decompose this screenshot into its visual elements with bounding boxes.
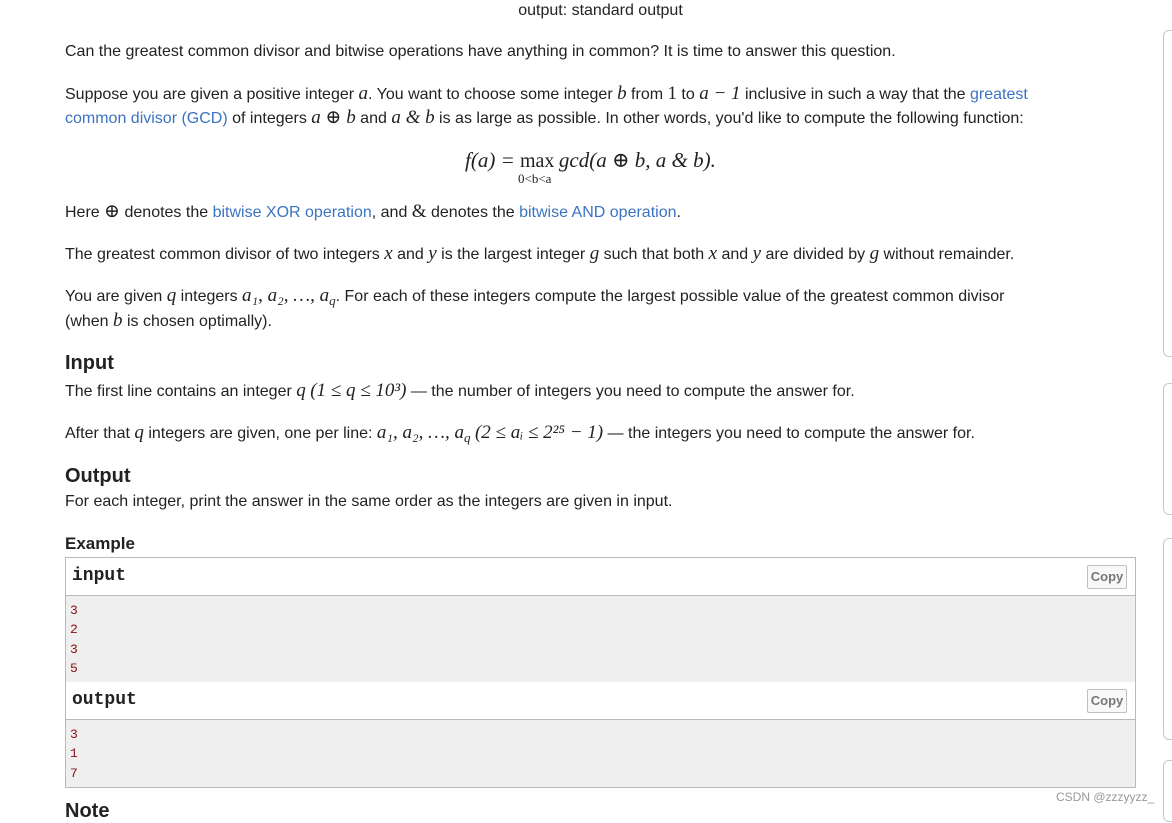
gcd-link-part2[interactable]: common divisor (GCD) — [65, 110, 228, 127]
paragraph-5-line-2: (when b is chosen optimally). — [65, 310, 272, 331]
paragraph-3: Here ⊕ denotes the bitwise XOR operation, and & denotes the bitwise AND operation. — [65, 201, 681, 222]
sidebar-box — [1163, 30, 1172, 357]
sample-output-row: 3 — [70, 727, 78, 742]
sample-output — [65, 682, 1136, 788]
sidebar-box — [1163, 760, 1172, 822]
copy-input-button[interactable]: Copy — [1087, 565, 1127, 589]
output-spec: output: standard output — [518, 2, 683, 19]
and-link[interactable]: bitwise AND operation — [519, 204, 677, 221]
output-heading: Output — [65, 465, 131, 487]
paragraph-2-line-2: common divisor (GCD) of integers a ⊕ b and a & b is as large as possible. In other words, you'd like to compute the following function: — [65, 107, 1024, 128]
output-description: For each integer, print the answer in the same order as the integers are given in input. — [65, 493, 673, 510]
paragraph-5-line-1: You are given q integers a₁, a₂, …, $a_q$. For each of these integers compute the largest possible value of the greatest common divisor — [65, 285, 1005, 309]
watermark: CSDN @zzzyyzz_ — [1056, 790, 1155, 804]
input-heading: Input — [65, 352, 114, 374]
sample-output-row: 7 — [70, 765, 78, 781]
sidebar-box — [1163, 383, 1172, 515]
sample-output-label: output — [72, 690, 137, 710]
sample-output-body — [66, 720, 1135, 787]
paragraph-2-line-1: Suppose you are given a positive integer a. You want to choose some integer b from 1 to a − 1 inclusive in such a way that the greatest — [65, 83, 1028, 104]
sample-input-label: input — [72, 566, 127, 586]
sample-output-header — [66, 682, 1135, 720]
note-heading: Note — [65, 800, 110, 822]
sample-output-row: 1 — [70, 746, 78, 762]
sample-input-header — [66, 558, 1135, 596]
sample-input-row: 3 — [70, 603, 78, 618]
xor-link[interactable]: bitwise XOR operation — [212, 204, 372, 221]
gcd-link-part1[interactable]: greatest — [970, 86, 1028, 103]
formula: f(a) = max 0<b<a gcd(a ⊕ b, a & b). — [465, 148, 716, 186]
sample-input-body — [66, 596, 1135, 682]
input-line-2: After that q integers are given, one per line: a₁, a₂, …, $a_q$ (2 ≤ aᵢ ≤ 2²⁵ − 1) — the integers you need to compute the answer for. — [65, 422, 975, 446]
sample-input — [65, 557, 1136, 683]
input-line-1: The first line contains an integer q (1 ≤ q ≤ 10³) — the number of integers you need to compute the answer for. — [65, 380, 855, 401]
copy-output-button[interactable]: Copy — [1087, 689, 1127, 713]
sidebar-box — [1163, 538, 1172, 740]
example-heading: Example — [65, 534, 135, 553]
intro-paragraph: Can the greatest common divisor and bitwise operations have anything in common? It is time to answer this question. — [65, 43, 896, 60]
sample-input-row: 3 — [70, 641, 78, 657]
sample-input-row: 5 — [70, 660, 78, 676]
sample-input-row: 2 — [70, 622, 78, 638]
paragraph-4: The greatest common divisor of two integers x and y is the largest integer g such that both x and y are divided by g without remainder. — [65, 243, 1015, 264]
